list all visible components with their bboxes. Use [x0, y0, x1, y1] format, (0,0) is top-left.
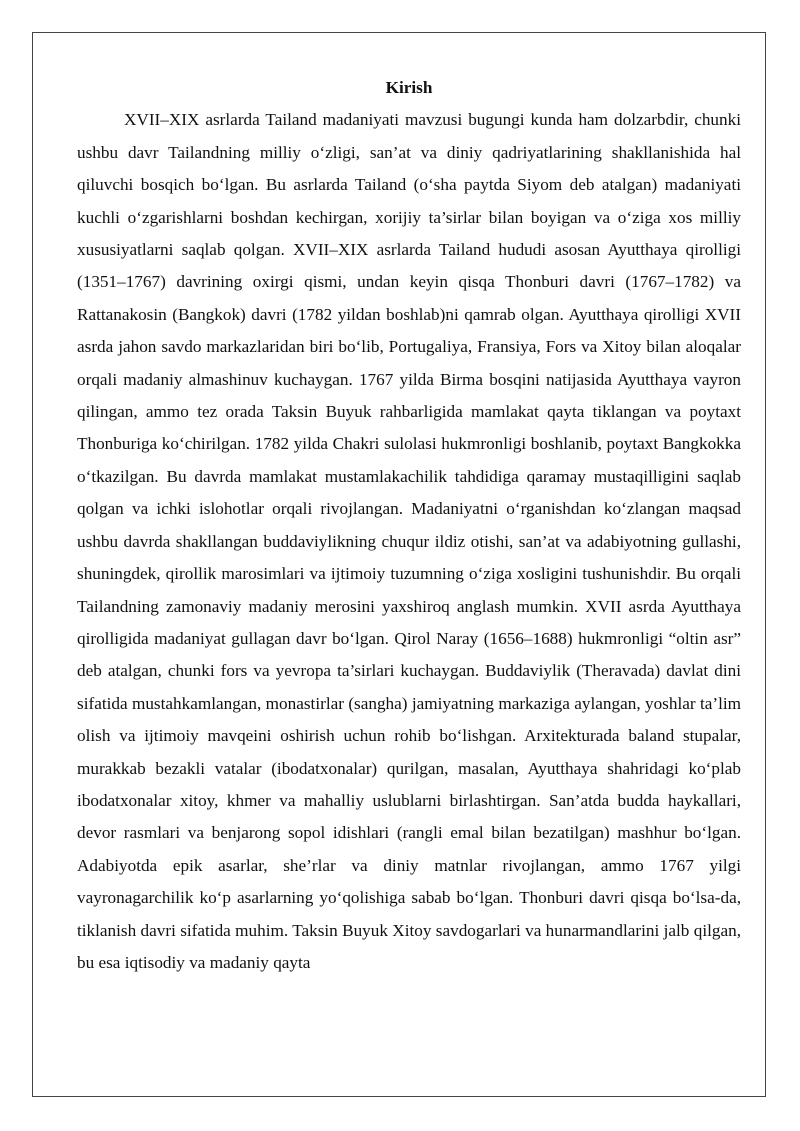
- document-body: [77, 72, 741, 979]
- section-heading: Kirish: [385, 78, 433, 97]
- body-paragraph: XVII–XIX asrlarda Tailand madaniyati mavzusi bugungi kunda ham dolzarbdir, chunki ushbu davr Tailandning milliy o‘zligi, san’at va diniy qadriyatlarining shakllanishida hal qiluvchi bosqich bo‘lgan. Bu asrlarda Tailand (o‘sha paytda Siyom deb atalgan) madaniyati kuchli o‘zgarishlarni boshdan kechirgan, xorijiy ta’sirlar bilan boyigan va o‘ziga xos milliy xususiyatlarni saqlab qolgan. XVII–XIX asrlarda Tailand hududi asosan Ayutthaya qirolligi (1351–1767) davrining oxirgi qismi, undan keyin qisqa Thonburi davri (1767–1782) va Rattanakosin (Bangkok) davri (1782 yildan boshlab)ni qamrab olgan. Ayutthaya qirolligi XVII asrda jahon savdo markazlaridan biri bo‘lib, Portugaliya, Fransiya, Fors va Xitoy bilan aloqalar orqali madaniy almashinuv kuchaygan. 1767 yilda Birma bosqini natijasida Ayutthaya vayron qilingan, ammo tez orada Taksin Buyuk rahbarligida mamlakat qayta tiklangan va poytaxt Thonburiga ko‘chirilgan. 1782 yilda Chakri sulolasi hukmronligi boshlanib, poytaxt Bangkokka o‘tkazilgan. Bu davrda mamlakat mustamlakachilik tahdidiga qaramay mustaqilligini saqlab qolgan va ichki islohotlar orqali rivojlangan. Madaniyatni o‘rganishdan ko‘zlangan maqsad ushbu davrda shakllangan buddaviylikning chuqur ildiz otishi, san’at va adabiyotning gullashi, shuningdek, qirollik marosimlari va ijtimoiy tuzumning o‘ziga xosligini tushunishdir. Bu orqali Tailandning zamonaviy madaniy merosini yaxshiroq anglash mumkin. XVII asrda Ayutthaya qirolligida madaniyat gullagan davr bo‘lgan. Qirol Naray (1656–1688) hukmronligi “oltin asr” deb atalgan, chunki fors va yevropa ta’sirlari kuchaygan. Buddaviylik (Theravada) davlat dini sifatida mustahkamlangan, monastirlar (sangha) jamiyatning markaziga aylangan, yoshlar ta’lim olish va ijtimoiy mavqeini oshirish uchun rohib bo‘lishgan. Arxitekturada baland stupalar, murakkab bezakli vatalar (ibodatxonalar) qurilgan, masalan, Ayutthaya shahridagi ko‘plab ibodatxonalar xitoy, khmer va mahalliy uslublarni birlashtirgan. San’atda budda haykallari, devor rasmlari va benjarong sopol idishlari (rangli emal bilan bezatilgan) mashhur bo‘lgan. Adabiyotda epik asarlar, she’rlar va diniy matnlar rivojlangan, ammo 1767 yilgi vayronagarchilik ko‘p asarlarning yo‘qolishiga sabab bo‘lgan. Thonburi davri qisqa bo‘lsa-da, tiklanish davri sifatida muhim. Taksin Buyuk Xitoy savdogarlari va hunarmandlarini jalb qilgan, bu esa iqtisodiy va madaniy qayta: [77, 110, 741, 972]
